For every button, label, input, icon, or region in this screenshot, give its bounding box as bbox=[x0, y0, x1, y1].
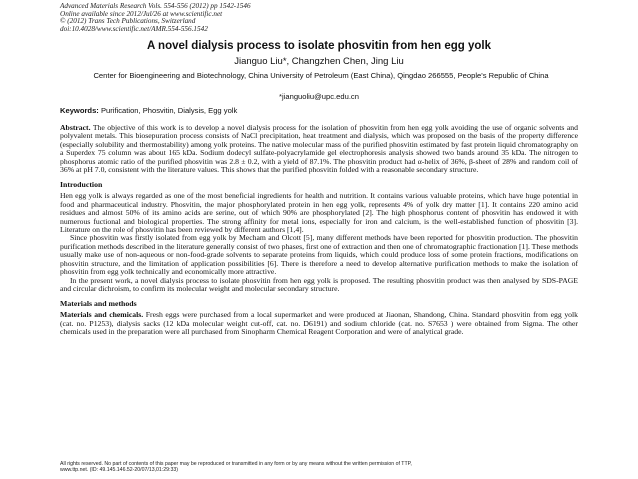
footer-line: www.ttp.net. (ID: 49.145.146.52-20/07/13,01:29:33) bbox=[60, 467, 178, 473]
materials-text: Fresh eggs were purchased from a local supermarket and were produced at Jiaonan, Shandong, China. Standard phosvitin from egg yolk (cat. no. P1253), dialysis sacks (12 kDa molecular weight cut-off, cat. no. D6191) and sodium chloride (cat. no. S7653 ) were obtained from Sigma. The other chemicals used in the preparation were all purchased from Sinopharm Chemical Reagent Corporation and were of analytical grade. bbox=[60, 310, 578, 336]
intro-paragraph: Hen egg yolk is always regarded as one of the most beneficial ingredients for health and nutrition. It contains various valuable proteins, which have huge potential in food and pharmaceutical industry. Phosvitin, the major phosphorylated protein in hen egg yolk, represents 4% of yolk dry matter [1]. It contains 220 amino acid residues and almost 50% of its amino acids are serine, out of which 90% are phosphorylated [2]. The high phosphorus content of phosvitin has endowed it with numerous fuctional and biological properties. The strong affinity for metal ions, especially for iron and calcium, is the well-established function of phosvitin [3]. Literature on the role of phosvitin has been reviewed by different authors [1,4]. bbox=[60, 191, 578, 234]
footer-line: All rights reserved. No part of contents of this paper may be reproduced or transmitted in any form or by any means without the written permission of TTP, bbox=[60, 461, 412, 467]
keywords bbox=[60, 106, 237, 115]
intro-paragraph: In the present work, a novel dialysis process to isolate phosvitin from hen egg yolk is proposed. The resulting phosvitin product was then analysed by SDS-PAGE and circular dichroism, to confirm its molecular weight and molecular secondary structure. bbox=[60, 275, 578, 294]
journal-header bbox=[60, 3, 251, 33]
materials-paragraph bbox=[60, 311, 578, 336]
keywords-text: Purification, Phosvitin, Dialysis, Egg yolk bbox=[100, 106, 238, 115]
header-line: © (2012) Trans Tech Publications, Switzerland bbox=[60, 17, 196, 26]
keywords-label: Keywords: bbox=[60, 106, 99, 115]
copyright-footer bbox=[60, 461, 412, 473]
paper-title: A novel dialysis process to isolate phosvitin from hen egg yolk bbox=[146, 40, 492, 52]
header-line: doi:10.4028/www.scientific.net/AMR.554-556.1542 bbox=[60, 24, 208, 33]
abstract bbox=[60, 124, 578, 175]
affiliation: Center for Bioengineering and Biotechnology, China University of Petroleum (East China), Qingdao 266555, People's Republic of China bbox=[93, 71, 549, 80]
header-line: Online available since 2012/Jul/26 at www.scientific.net bbox=[60, 9, 223, 18]
author-list: Jianguo Liu*, Changzhen Chen, Jing Liu bbox=[234, 56, 404, 67]
materials-label: Materials and chemicals. bbox=[60, 310, 144, 320]
abstract-label: Abstract. bbox=[60, 123, 91, 132]
corresponding-email: *jianguoliu@upc.edu.cn bbox=[279, 92, 359, 101]
intro-paragraph: Since phosvitin was firstly isolated from egg yolk by Mecham and Olcott [5], many different methods have been reported for phosvitin production. The phosvitin purification methods described in the literature generally consist of two phases, first one of extraction and then one of chromatographic fractionation [1]. These methods usually make use of non-aqueous or non-food-grade solvents to separate proteins from liquids, which could produce loss of some protein fractions, modifications on phosvitin structure, and the limitation of application possibilities [6]. There is therefore a need to develop alternative purification methods to make the isolation of phosvitin from egg yolk technically and economically more attractive. bbox=[60, 233, 578, 277]
header-line: Advanced Materials Research Vols. 554-556 (2012) pp 1542-1546 bbox=[60, 2, 251, 10]
paper-body bbox=[60, 124, 578, 336]
section-heading-introduction: Introduction bbox=[60, 179, 103, 189]
abstract-text: The objective of this work is to develop a novel dialysis process for the isolation of phosvitin from hen egg yolk avoiding the use of organic solvents and polyvalent metals. This biosepuration process consists of NaCl precipitation, heat treatment and dialysis, which was proposed on the basis of the property difference (especially solubility and thermostability) among yolk proteins. The native molecular mass of the purified phosvitin estimated by fast protein liquid chromatography on a Superdex 75 column was about 165 kDa. Sodium dodecyl sulfate-polyacrylamide gel electrophoresis analysis showed two bands around 35 kDa. The nitrogen to phosphorus atomic ratio of the purified phosvitin was 2.8 ± 0.2, with a yield of 87.1%. The phosvitin product had α-helix of 36%, β-sheet of 28% and random coil of 36% at pH 7.0, consistent with the literature values. This shows that the purified phosvitin folded with a reasonable secondary structure. bbox=[60, 123, 578, 175]
section-heading-methods: Materials and methods bbox=[60, 298, 137, 308]
